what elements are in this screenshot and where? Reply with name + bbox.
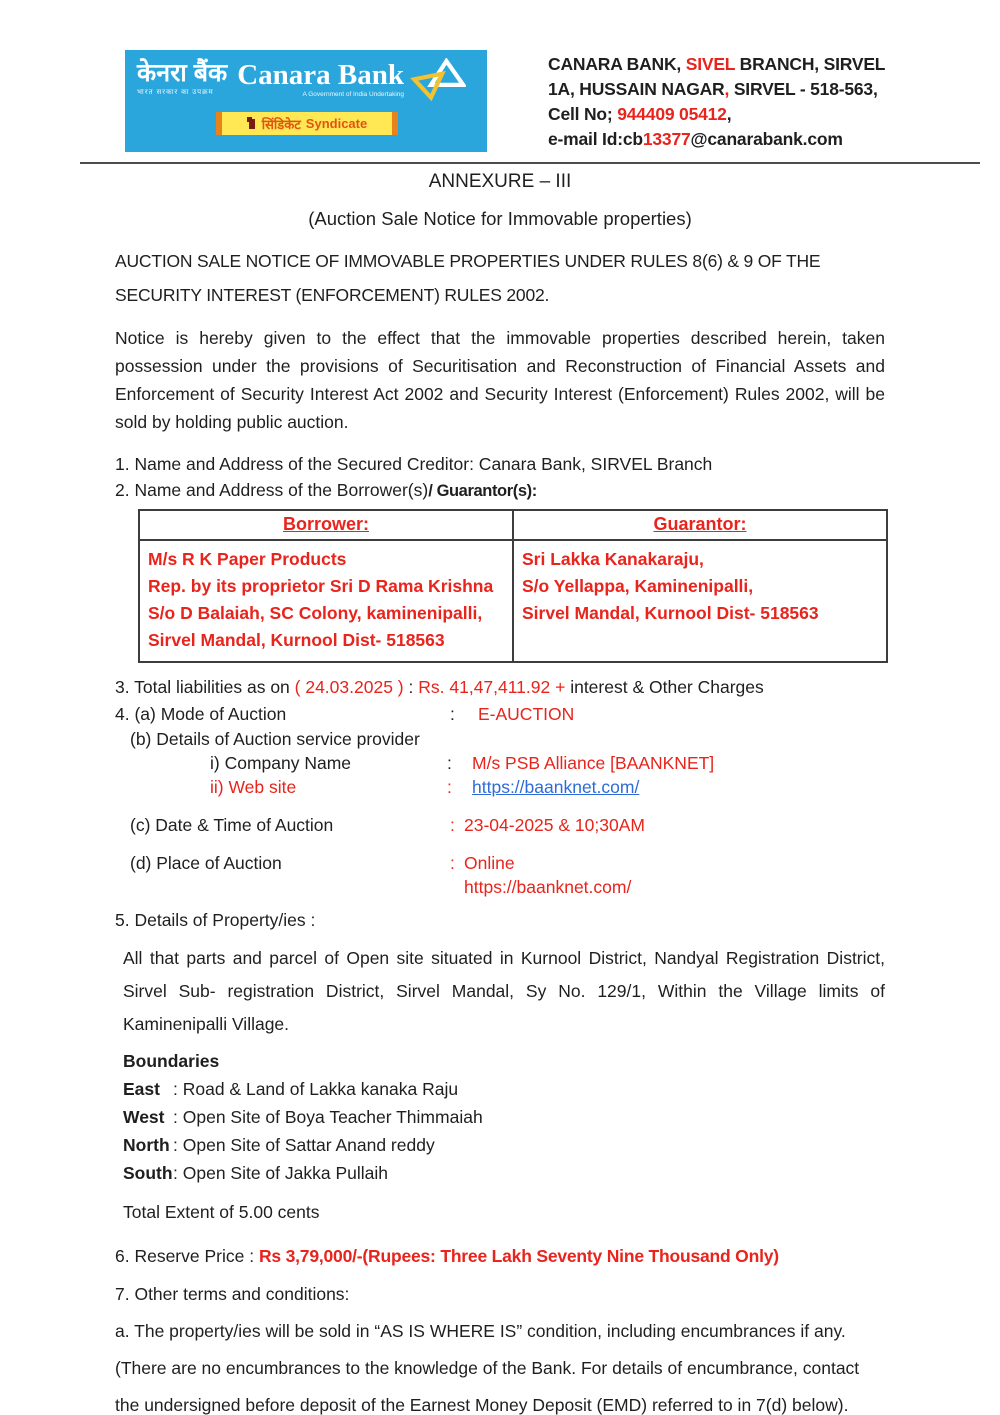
guarantor-line: Sirvel Mandal, Kurnool Dist- 518563	[522, 602, 819, 623]
baanknet-link[interactable]: https://baanknet.com/	[472, 776, 640, 797]
auction-place-url: https://baanknet.com/	[464, 876, 632, 897]
auction-mode-value: E-AUCTION	[478, 703, 575, 724]
branch-address-block	[548, 50, 885, 151]
guarantor-cell	[513, 540, 887, 662]
item-4a-mode-of-auction: 4. (a) Mode of Auction : E-AUCTION	[115, 703, 575, 724]
syndicate-logo-icon	[247, 117, 257, 131]
item-4b-service-provider: (b) Details of Auction service provider	[130, 728, 420, 749]
guarantor-header: Guarantor:	[513, 510, 887, 540]
annexure-title: ANNEXURE – III	[428, 171, 572, 192]
borrower-line: S/o D Balaiah, SC Colony, kaminenipalli,	[148, 602, 483, 623]
item-5-property-details: 5. Details of Property/ies :	[115, 909, 316, 930]
auction-datetime-value: 23-04-2025 & 10;30AM	[464, 814, 645, 835]
address-line-2: 1A, HUSSAIN NAGAR, SIRVEL - 518-563,	[548, 78, 878, 99]
syndicate-label-english: Syndicate	[305, 116, 368, 131]
company-name-value: M/s PSB Alliance [BAANKNET]	[472, 752, 715, 773]
boundary-west: West : Open Site of Boya Teacher Thimmaiah	[123, 1106, 483, 1127]
canara-triangle-logo-icon	[410, 58, 466, 107]
guarantor-line: S/o Yellappa, Kaminenipalli,	[522, 575, 754, 596]
total-extent: Total Extent of 5.00 cents	[123, 1201, 320, 1222]
boundaries-heading: Boundaries	[123, 1050, 220, 1071]
reserve-price-value: Rs 3,79,000/-(Rupees: Three Lakh Seventy Nine Thousand Only)	[258, 1245, 779, 1266]
term-a-line-1: a. The property/ies will be sold in “AS IS WHERE IS” condition, including encumbrances if any.	[115, 1320, 846, 1341]
boundary-east: East : Road & Land of Lakka kanaka Raju	[123, 1078, 459, 1099]
borrower-line: Rep. by its proprietor Sri D Rama Krishna	[148, 575, 494, 596]
notice-paragraph: Notice is hereby given to the effect that the immovable properties described herein, taken possession under the provisions of Securitisation and Reconstruction of Financial Assets and Enforcement of Security Interest Act 2002 and Security Interest (Enforcement) Rules 2002, will be sold by holding public auction.	[115, 328, 885, 432]
notice-subtitle: (Auction Sale Notice for Immovable properties)	[308, 208, 692, 229]
term-a-line-2: (There are no encumbrances to the knowledge of the Bank. For details of encumbrance, contact	[115, 1357, 860, 1378]
item-1-secured-creditor: 1. Name and Address of the Secured Creditor: Canara Bank, SIRVEL Branch	[115, 453, 713, 474]
table-header-row	[139, 510, 887, 540]
item-3-total-liabilities: 3. Total liabilities as on ( 24.03.2025 ) : Rs. 41,47,411.92 + interest & Other Charges	[115, 676, 764, 697]
guarantor-line: Sri Lakka Kanakaraju,	[522, 548, 704, 569]
borrower-guarantor-table	[138, 509, 888, 663]
caps-heading-line-1: AUCTION SALE NOTICE OF IMMOVABLE PROPERTIES UNDER RULES 8(6) & 9 OF THE	[115, 251, 821, 271]
item-6-reserve-price: 6. Reserve Price : Rs 3,79,000/-(Rupees: Three Lakh Seventy Nine Thousand Only)	[115, 1245, 779, 1266]
item-4b-ii-website: ii) Web site : https://baanknet.com/	[210, 776, 640, 797]
address-line-1: CANARA BANK, SIVEL BRANCH, SIRVEL	[548, 54, 886, 74]
borrower-line: Sirvel Mandal, Kurnool Dist- 518563	[148, 629, 445, 650]
bank-tagline-english: A Government of India Undertaking	[302, 91, 404, 99]
item-7-terms: 7. Other terms and conditions:	[115, 1283, 350, 1304]
property-description: All that parts and parcel of Open site situated in Kurnool District, Nandyal Registration District, Sirvel Sub- registration District, Sirvel Mandal, Sy No. 129/1, Within the Village limits of Kaminenipalli Village.	[123, 947, 885, 1034]
table-row	[139, 540, 887, 662]
caps-heading	[115, 244, 885, 312]
syndicate-badge	[216, 112, 398, 135]
auction-place-value: Online	[464, 852, 515, 873]
term-a-line-3: the undersigned before deposit of the Earnest Money Deposit (EMD) referred to in 7(d) below).	[115, 1394, 849, 1415]
bank-tagline-hindi: भारत सरकार का उपक्रम	[137, 89, 214, 97]
borrower-line: M/s R K Paper Products	[148, 548, 347, 569]
canara-bank-logo	[125, 50, 487, 152]
boundary-north: North : Open Site of Sattar Anand reddy	[123, 1134, 435, 1155]
header	[115, 50, 885, 152]
bank-name-english: Canara Bank	[237, 59, 404, 91]
syndicate-label-hindi: सिंडिकेट	[261, 116, 301, 132]
boundary-south: South: Open Site of Jakka Pullaih	[123, 1162, 388, 1183]
bank-name-hindi: केनरा बैंक	[137, 59, 228, 87]
borrower-cell	[139, 540, 513, 662]
header-divider	[80, 162, 980, 164]
item-4c-date-time: (c) Date & Time of Auction : 23-04-2025 & 10;30AM	[130, 814, 645, 835]
item-4b-i-company-name: i) Company Name : M/s PSB Alliance [BAANKNET]	[210, 752, 715, 773]
address-line-3: Cell No; 944409 05412,	[548, 103, 732, 124]
borrower-header: Borrower:	[139, 510, 513, 540]
item-2-borrower-guarantor: 2. Name and Address of the Borrower(s)/ Guarantor(s):	[115, 479, 537, 500]
address-line-4: e-mail Id:cb13377@canarabank.com	[548, 128, 843, 149]
item-4d-place: (d) Place of Auction : Online	[130, 852, 515, 873]
caps-heading-line-2: SECURITY INTEREST (ENFORCEMENT) RULES 2002.	[115, 285, 550, 305]
